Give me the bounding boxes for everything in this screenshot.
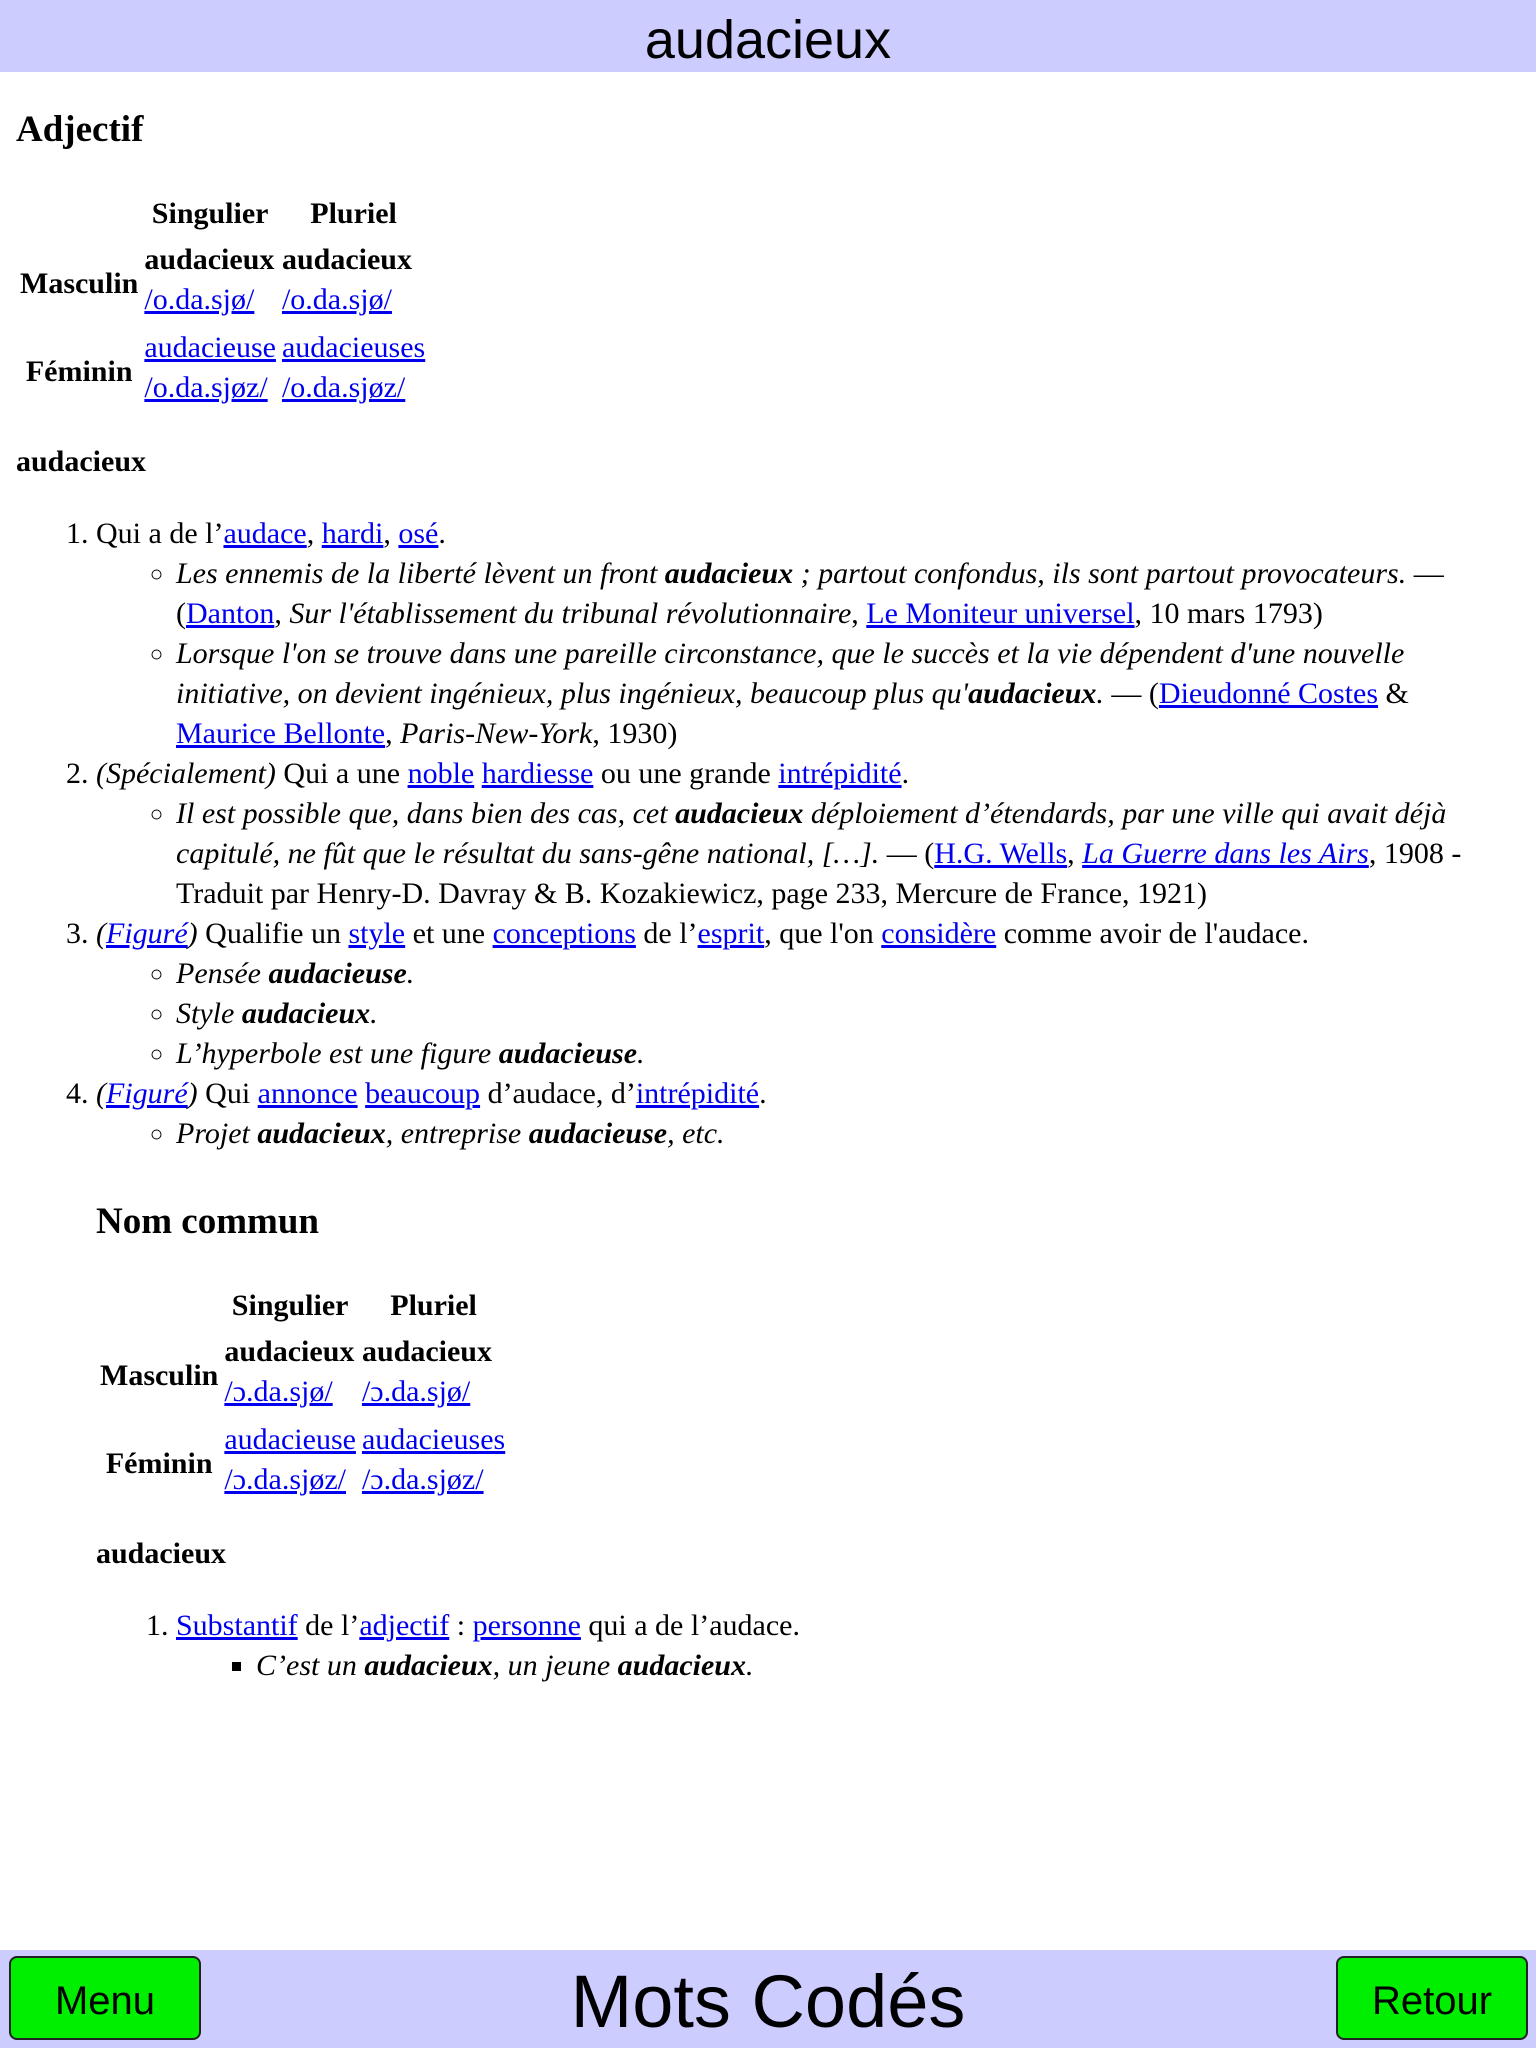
cell-masc-plur <box>362 1332 505 1420</box>
definition-text <box>358 1077 366 1110</box>
source-text: , 1930) <box>592 717 678 750</box>
example-list <box>96 554 1516 754</box>
quote-headword: audacieux <box>968 677 1097 710</box>
definition-link[interactable]: osé <box>398 517 439 550</box>
usage-paren: ) <box>187 1077 198 1110</box>
form-text: audacieux <box>144 243 275 276</box>
row-header-masculin: Masculin <box>100 1359 219 1392</box>
example-list <box>96 794 1516 914</box>
definition-item <box>96 914 1516 1074</box>
form-text: audacieux <box>281 243 412 276</box>
source-text: , <box>385 717 401 750</box>
source-text: & <box>1378 677 1409 710</box>
quote-headword: audacieux <box>241 997 371 1030</box>
quote-text: , etc. <box>667 1117 725 1150</box>
definition-item <box>96 754 1516 914</box>
col-header-pluriel: Pluriel <box>390 1289 477 1322</box>
definition-text: de l’ <box>297 1609 360 1642</box>
row-header-feminin: Féminin <box>105 1447 213 1480</box>
section-adjectif <box>16 108 1516 1154</box>
example-list <box>96 1114 1516 1154</box>
pronunciation-link[interactable]: /o.da.sjøz/ <box>144 371 268 404</box>
definition-link[interactable]: style <box>348 917 406 950</box>
definition-link[interactable]: hardiesse <box>481 757 594 790</box>
col-header-pluriel: Pluriel <box>310 197 397 230</box>
form-link[interactable]: audacieuse <box>224 1423 356 1456</box>
usage-label-link[interactable]: Figuré <box>106 917 188 950</box>
example-item <box>176 1114 1516 1154</box>
definition-link[interactable]: annonce <box>257 1077 358 1110</box>
quote-text: . <box>370 997 378 1030</box>
cell-fem-sing <box>144 328 276 416</box>
inflection-table-nom <box>94 1286 511 1508</box>
quote-headword: audacieux <box>617 1649 746 1682</box>
quote-text: Pensée <box>176 957 269 990</box>
quote-text: . <box>637 1037 645 1070</box>
app-title: Mots Codés <box>570 1960 966 2043</box>
pronunciation-link[interactable]: /o.da.sjø/ <box>144 283 255 316</box>
headword: audacieux <box>96 1537 227 1570</box>
source-link[interactable]: La Guerre dans les Airs <box>1082 837 1369 870</box>
usage-paren: ( <box>96 917 106 950</box>
definition-text: . <box>759 1077 767 1110</box>
definition-link[interactable]: beaucoup <box>365 1077 481 1110</box>
form-text: audacieux <box>224 1335 355 1368</box>
quote-headword: audacieux <box>675 797 804 830</box>
table-corner <box>20 194 138 240</box>
quote-text: Projet <box>176 1117 258 1150</box>
example-quote <box>176 557 1406 590</box>
definition-list-adjectif <box>16 514 1516 1154</box>
col-header-singulier: Singulier <box>151 197 269 230</box>
quote-text: , un jeune <box>492 1649 618 1682</box>
author-link[interactable]: Danton <box>186 597 275 630</box>
example-list <box>96 954 1516 1074</box>
definition-link[interactable]: conceptions <box>492 917 636 950</box>
example-item <box>176 954 1516 994</box>
usage-label-link[interactable]: Figuré <box>106 1077 188 1110</box>
quote-headword: audacieuse <box>528 1117 668 1150</box>
source-text: — ( <box>879 837 935 870</box>
back-button[interactable]: Retour <box>1336 1956 1528 2040</box>
quote-text: ; partout confondus, ils sont partout provocateurs. <box>793 557 1407 590</box>
cell-masc-plur <box>282 240 425 328</box>
quote-text: déploiement d’étendards, par une ville qui avait déjà capitulé, ne fût que le résultat du sans-gêne national, […]. <box>176 797 1447 870</box>
example-item <box>176 994 1516 1034</box>
author-link[interactable]: Dieudonné Costes <box>1158 677 1379 710</box>
definition-text: Qui a de l’ <box>96 517 224 550</box>
example-item <box>176 554 1516 634</box>
quote-text: . <box>1096 677 1104 710</box>
section-heading-adjectif: Adjectif <box>16 109 144 150</box>
definition-text: , que l'on <box>764 917 882 950</box>
source-link[interactable]: Le Moniteur universel <box>866 597 1135 630</box>
source-text: , <box>274 597 290 630</box>
quote-headword: audacieux <box>664 557 794 590</box>
example-item <box>176 794 1516 914</box>
cell-masc-sing <box>224 1332 356 1420</box>
section-heading-nom-commun: Nom commun <box>96 1201 320 1242</box>
quote-text: Lorsque l'on se trouve dans une pareille circonstance, que le succès et la vie dépendent d'une nouvelle initiative, on devient ingénieux, plus ingénieux, beaucoup plus qu' <box>176 637 1405 710</box>
pronunciation-link[interactable]: /ɔ.da.sjøz/ <box>361 1463 484 1496</box>
definition-link[interactable]: intrépidité <box>635 1077 760 1110</box>
headword: audacieux <box>16 445 147 478</box>
example-item <box>256 1646 1496 1686</box>
source-text: , <box>851 597 867 630</box>
quote-text: Il est possible que, dans bien des cas, cet <box>176 797 676 830</box>
quote-text: . <box>406 957 415 990</box>
definition-text: d’audace, d’ <box>480 1077 636 1110</box>
quote-text: . <box>745 1649 754 1682</box>
cell-masc-sing <box>144 240 276 328</box>
source-title: Paris-New-York <box>400 717 593 750</box>
quote-headword: audacieux <box>364 1649 493 1682</box>
row-header-feminin: Féminin <box>25 355 133 388</box>
definition-text <box>474 757 482 790</box>
quote-headword: audacieux <box>257 1117 386 1150</box>
menu-button[interactable]: Menu <box>9 1956 201 2040</box>
definition-text: ou une grande <box>593 757 779 790</box>
form-link[interactable]: audacieuses <box>281 331 426 364</box>
cell-fem-plur <box>362 1420 505 1508</box>
definition-text: Qui a une <box>275 757 408 790</box>
pronunciation-link[interactable]: /ɔ.da.sjø/ <box>361 1375 471 1408</box>
definition-link[interactable]: considère <box>881 917 997 950</box>
definition-item <box>96 514 1516 754</box>
pronunciation-link[interactable]: /o.da.sjø/ <box>281 283 392 316</box>
definition-text: . <box>901 757 910 790</box>
definition-text: comme avoir de l'audace. <box>996 917 1309 950</box>
definition-link[interactable]: hardi <box>321 517 384 550</box>
definition-text: Qui <box>197 1077 258 1110</box>
pronunciation-link[interactable]: /ɔ.da.sjøz/ <box>224 1463 346 1496</box>
source-text: — ( <box>1103 677 1159 710</box>
definition-link[interactable]: adjectif <box>359 1609 450 1642</box>
quote-text: Les ennemis de la liberté lèvent un front <box>176 557 665 590</box>
definition-item <box>176 1606 1496 1686</box>
definition-text: et une <box>405 917 493 950</box>
table-corner <box>100 1286 218 1332</box>
cell-fem-plur <box>282 328 425 416</box>
definition-text: , <box>306 517 322 550</box>
definition-text: Qualifie un <box>197 917 349 950</box>
author-link[interactable]: H.G. Wells <box>934 837 1068 870</box>
bottom-toolbar <box>0 1950 1536 2048</box>
usage-paren: ( <box>96 1077 106 1110</box>
source-text: , <box>1067 837 1083 870</box>
definition-link[interactable]: audace <box>223 517 307 550</box>
definition-link[interactable]: intrépidité <box>778 757 902 790</box>
quote-text: Style <box>176 997 242 1030</box>
definition-link[interactable]: noble <box>407 757 475 790</box>
quote-text: , entreprise <box>385 1117 529 1150</box>
quote-headword: audacieuse <box>498 1037 638 1070</box>
definition-link[interactable]: personne <box>472 1609 581 1642</box>
form-link[interactable]: audacieuse <box>144 331 276 364</box>
form-text: audacieux <box>361 1335 492 1368</box>
example-list <box>176 1646 1496 1686</box>
usage-paren: ) <box>187 917 198 950</box>
definition-text: . <box>438 517 446 550</box>
definition-item <box>96 1074 1516 1154</box>
source-text: , 10 mars 1793) <box>1134 597 1323 630</box>
article-content <box>0 72 1536 1950</box>
section-nom-commun <box>96 1200 1496 1686</box>
definition-link[interactable]: esprit <box>697 917 765 950</box>
source-text: — ( <box>176 557 1444 630</box>
author-link[interactable]: Maurice Bellonte <box>176 717 386 750</box>
inflection-table-adjectif <box>14 194 431 416</box>
pronunciation-link[interactable]: /o.da.sjøz/ <box>281 371 406 404</box>
definition-list-nom <box>96 1606 1496 1686</box>
example-item <box>176 1034 1516 1074</box>
source-title: Sur l'établissement du tribunal révolutionnaire <box>289 597 852 630</box>
example-item <box>176 634 1516 754</box>
quote-headword: audacieuse <box>268 957 407 990</box>
definition-text: : <box>449 1609 473 1642</box>
form-link[interactable]: audacieuses <box>361 1423 506 1456</box>
definition-link[interactable]: Substantif <box>176 1609 298 1642</box>
definition-text: qui a de l’audace. <box>580 1609 800 1642</box>
quote-text: C’est un <box>256 1649 365 1682</box>
definition-text: , <box>383 517 399 550</box>
row-header-masculin: Masculin <box>20 267 139 300</box>
page-title: audacieux <box>0 0 1536 72</box>
cell-fem-sing <box>224 1420 356 1508</box>
col-header-singulier: Singulier <box>231 1289 349 1322</box>
definition-text: de l’ <box>635 917 698 950</box>
source-text: , 1908 - Traduit par Henry-D. Davray & B. Kozakiewicz, page 233, Mercure de France, 1921) <box>176 837 1462 910</box>
quote-text: L’hyperbole est une figure <box>176 1037 499 1070</box>
pronunciation-link[interactable]: /ɔ.da.sjø/ <box>224 1375 333 1408</box>
usage-label: (Spécialement) <box>96 757 276 790</box>
